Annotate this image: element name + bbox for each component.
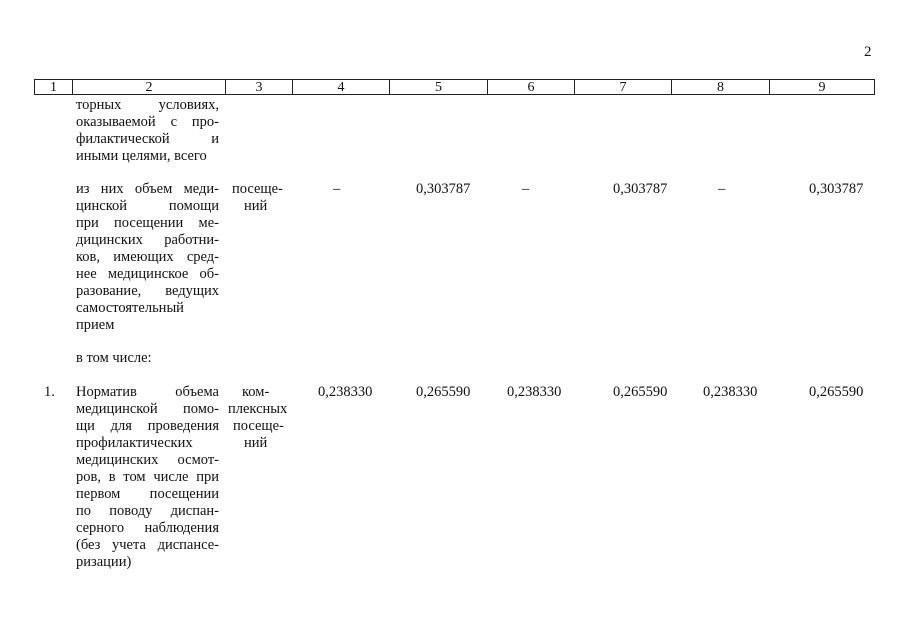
- unit-line: ком-: [242, 384, 270, 400]
- header-cell-6: 6: [487, 79, 575, 95]
- subheading: в том числе:: [76, 350, 152, 366]
- description-line: дицинских работни-: [76, 232, 219, 248]
- unit-line: плексных: [228, 401, 288, 417]
- unit-line: ний: [244, 435, 268, 451]
- unit-line: посеще-: [232, 181, 283, 197]
- description-line: Норматив объема: [76, 384, 219, 400]
- unit-line: ний: [244, 198, 268, 214]
- header-cell-5: 5: [389, 79, 488, 95]
- description-line: при посещении ме-: [76, 215, 219, 231]
- description-line: медицинских осмот-: [76, 452, 219, 468]
- description-line: из них объем меди-: [76, 181, 219, 197]
- description-line: ризации): [76, 554, 132, 570]
- value-col-6: 0,238330: [507, 384, 562, 400]
- description-line: по поводу диспан-: [76, 503, 219, 519]
- value-col-7: 0,265590: [613, 384, 668, 400]
- description-line: щи для проведения: [76, 418, 219, 434]
- description-line: филактической и: [76, 131, 219, 147]
- value-col-5: 0,265590: [416, 384, 471, 400]
- description-line: цинской помощи: [76, 198, 219, 214]
- value-col-4: 0,238330: [318, 384, 373, 400]
- header-cell-9: 9: [769, 79, 875, 95]
- row-number: 1.: [44, 384, 55, 400]
- value-col-4: –: [333, 181, 341, 197]
- unit-line: посеще-: [233, 418, 284, 434]
- description-line: первом посещении: [76, 486, 219, 502]
- description-line: разование, ведущих: [76, 283, 219, 299]
- value-col-8: –: [718, 181, 726, 197]
- header-cell-7: 7: [574, 79, 672, 95]
- value-col-9: 0,265590: [809, 384, 864, 400]
- description-line: иными целями, всего: [76, 148, 207, 164]
- value-col-8: 0,238330: [703, 384, 758, 400]
- description-line: профилактических: [76, 435, 193, 451]
- description-line: медицинской помо-: [76, 401, 219, 417]
- description-line: ров, в том числе при: [76, 469, 219, 485]
- description-line: серного наблюдения: [76, 520, 219, 536]
- page-number: 2: [864, 44, 872, 60]
- description-line: прием: [76, 317, 115, 333]
- header-cell-3: 3: [225, 79, 293, 95]
- description-line: (без учета диспансе-: [76, 537, 219, 553]
- description-line: торных условиях,: [76, 97, 219, 113]
- value-col-9: 0,303787: [809, 181, 864, 197]
- header-cell-8: 8: [671, 79, 770, 95]
- header-cell-4: 4: [292, 79, 390, 95]
- header-cell-2: 2: [72, 79, 226, 95]
- description-line: ков, имеющих сред-: [76, 249, 219, 265]
- description-line: нее медицинское об-: [76, 266, 219, 282]
- value-col-6: –: [522, 181, 530, 197]
- value-col-5: 0,303787: [416, 181, 471, 197]
- description-line: оказываемой с про-: [76, 114, 219, 130]
- value-col-7: 0,303787: [613, 181, 668, 197]
- header-cell-1: 1: [34, 79, 73, 95]
- description-line: самостоятельный: [76, 300, 184, 316]
